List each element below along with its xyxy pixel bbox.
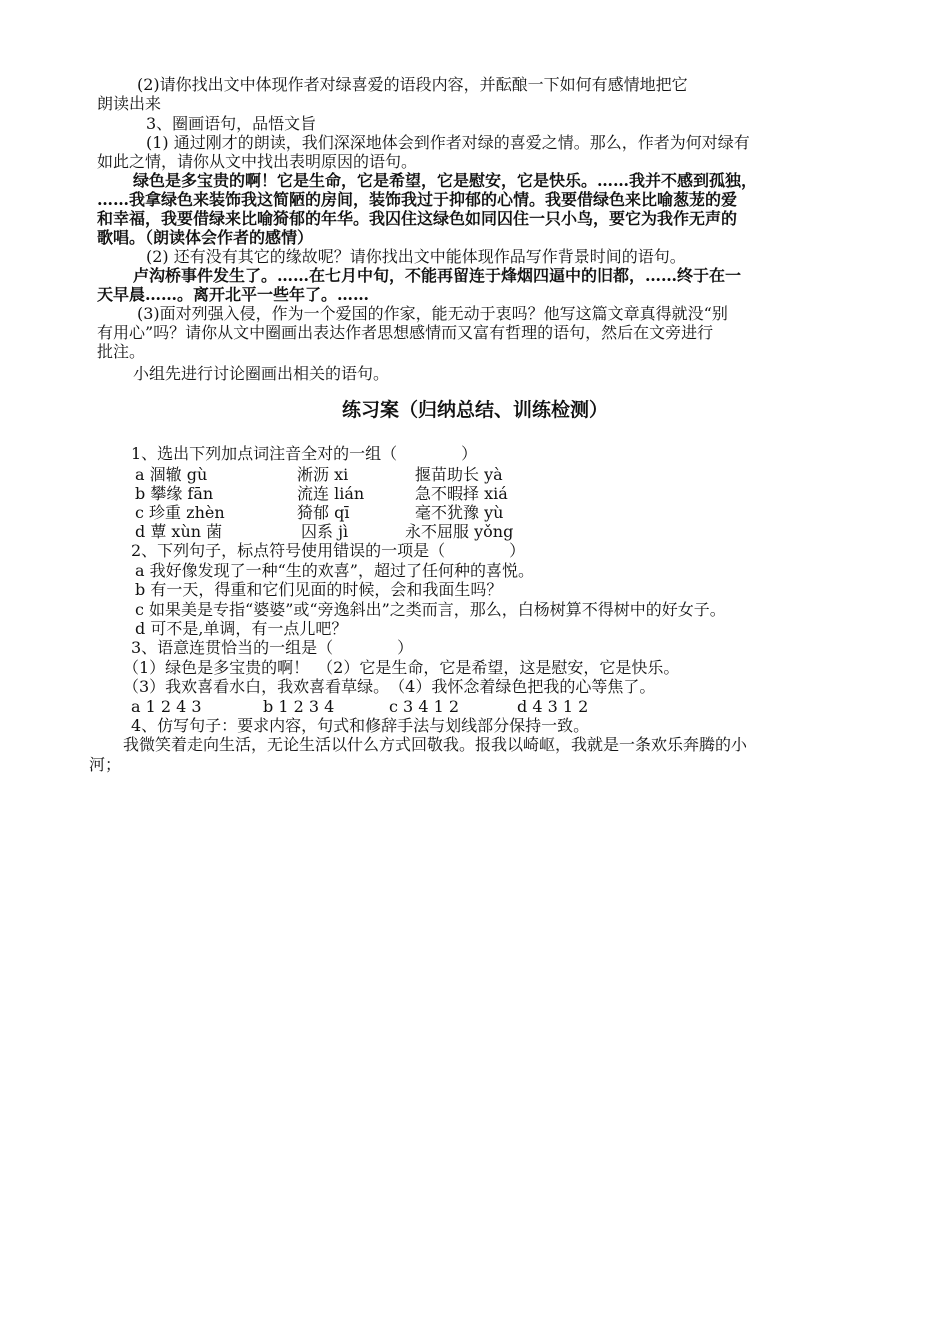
section-3-title: 3、圈画语句，品悟文旨 (146, 114, 317, 133)
q1-option-b-2: 流连 lián (297, 484, 365, 503)
q1-option-d-1: d 蕈 xùn 菌 (135, 522, 223, 541)
q2-option-c: c 如果美是专指“婆婆”或“旁逸斜出”之类而言，那么，白杨树算不得树中的好女子。 (135, 600, 726, 619)
question-2-line-2: 朗读出来 (97, 94, 162, 113)
q1-option-c-1: c 珍重 zhèn (135, 503, 225, 522)
quote-1-line-1: 绿色是多宝贵的啊！它是生命，它是希望，它是慰安，它是快乐。……我并不感到孤独， (133, 171, 758, 190)
exercise-q4-stem: 4、仿写句子：要求内容，句式和修辞手法与划线部分保持一致。 (131, 716, 590, 735)
q2-option-a: a 我好像发现了一种“生的欢喜”，超过了任何种的喜悦。 (135, 561, 534, 580)
q3-choice-a: a 1 2 4 3 (131, 697, 202, 716)
q3-sentences-line-2: （3）我欢喜看水白，我欢喜看草绿。 （4）我怀念着绿色把我的心等焦了。 (123, 677, 656, 696)
group-discussion-note: 小组先进行讨论圈画出相关的语句。 (133, 364, 390, 383)
q1-option-b-1: b 攀缘 fān (135, 484, 214, 503)
quote-1-line-4: 歌唱。（朗读体会作者的感情） (97, 228, 314, 247)
quote-2-line-2: 天早晨……。离开北平一些年了。…… (97, 285, 370, 304)
q1-option-c-3: 毫不犹豫 yù (415, 503, 504, 522)
q4-sample-line-1: 我微笑着走向生活，无论生活以什么方式回敬我。报我以崎岖，我就是一条欢乐奔腾的小 (123, 735, 748, 754)
exercise-section-title: 练习案（归纳总结、训练检测） (341, 399, 608, 421)
quote-2-line-1: 卢沟桥事件发生了。……在七月中旬，不能再留连于烽烟四逼中的旧都，……终于在一 (133, 266, 742, 285)
q1-option-d-3: 永不屈服 yǒng (405, 522, 514, 541)
exercise-q2-stem: 2、下列句子，标点符号使用错误的一项是（ ） (131, 541, 526, 560)
q2-option-d: d 可不是,单调，有一点儿吧？ (135, 619, 348, 638)
q3-sentences-line-1: （1）绿色是多宝贵的啊！ （2）它是生命，它是希望，这是慰安，它是快乐。 (123, 658, 680, 677)
sub-question-3-line-3: 批注。 (97, 342, 146, 361)
q3-choice-c: c 3 4 1 2 (389, 697, 460, 716)
q4-sample-line-2: 河； (89, 755, 122, 774)
quote-1-line-3: 和幸福，我要借绿来比喻猗郁的年华。我囚住这绿色如同囚住一只小鸟，要它为我作无声的 (97, 209, 738, 228)
sub-question-1-line-2: 如此之情，请你从文中找出表明原因的语句。 (97, 152, 418, 171)
q1-option-c-2: 猗郁 qī (297, 503, 350, 522)
q3-choice-b: b 1 2 3 4 (263, 697, 335, 716)
sub-question-2: (2) 还有没有其它的缘故呢？请你找出文中能体现作品写作背景时间的语句。 (146, 247, 686, 266)
q3-choice-d: d 4 3 1 2 (517, 697, 589, 716)
q1-option-d-2: 囚系 jì (301, 522, 349, 541)
q1-option-a-2: 淅沥 xi (297, 465, 349, 484)
sub-question-3-line-1: (3)面对列强入侵，作为一个爱国的作家，能无动于衷吗？他写这篇文章真得就没“别 (137, 304, 728, 323)
sub-question-1-line-1: (1) 通过刚才的朗读，我们深深地体会到作者对绿的喜爱之情。那么，作者为何对绿有 (146, 133, 750, 152)
q1-option-b-3: 急不暇择 xiá (415, 484, 508, 503)
q2-option-b: b 有一天，得重和它们见面的时候，会和我面生吗？ (135, 580, 503, 599)
q1-option-a-3: 揠苗助长 yà (415, 465, 503, 484)
question-2-line-1: (2)请你找出文中体现作者对绿喜爱的语段内容，并酝酿一下如何有感情地把它 (137, 75, 688, 94)
quote-1-line-2: ……我拿绿色来装饰我这简陋的房间，装饰我过于抑郁的心情。我要借绿色来比喻葱茏的爱 (97, 190, 738, 209)
q1-option-a-1: a 涸辙 gù (135, 465, 208, 484)
sub-question-3-line-2: 有用心”吗？请你从文中圈画出表达作者思想感情而又富有哲理的语句，然后在文旁进行 (97, 323, 714, 342)
exercise-q1-stem: 1、选出下列加点词注音全对的一组（ ） (131, 444, 478, 463)
exercise-q3-stem: 3、语意连贯恰当的一组是（ ） (131, 638, 414, 657)
